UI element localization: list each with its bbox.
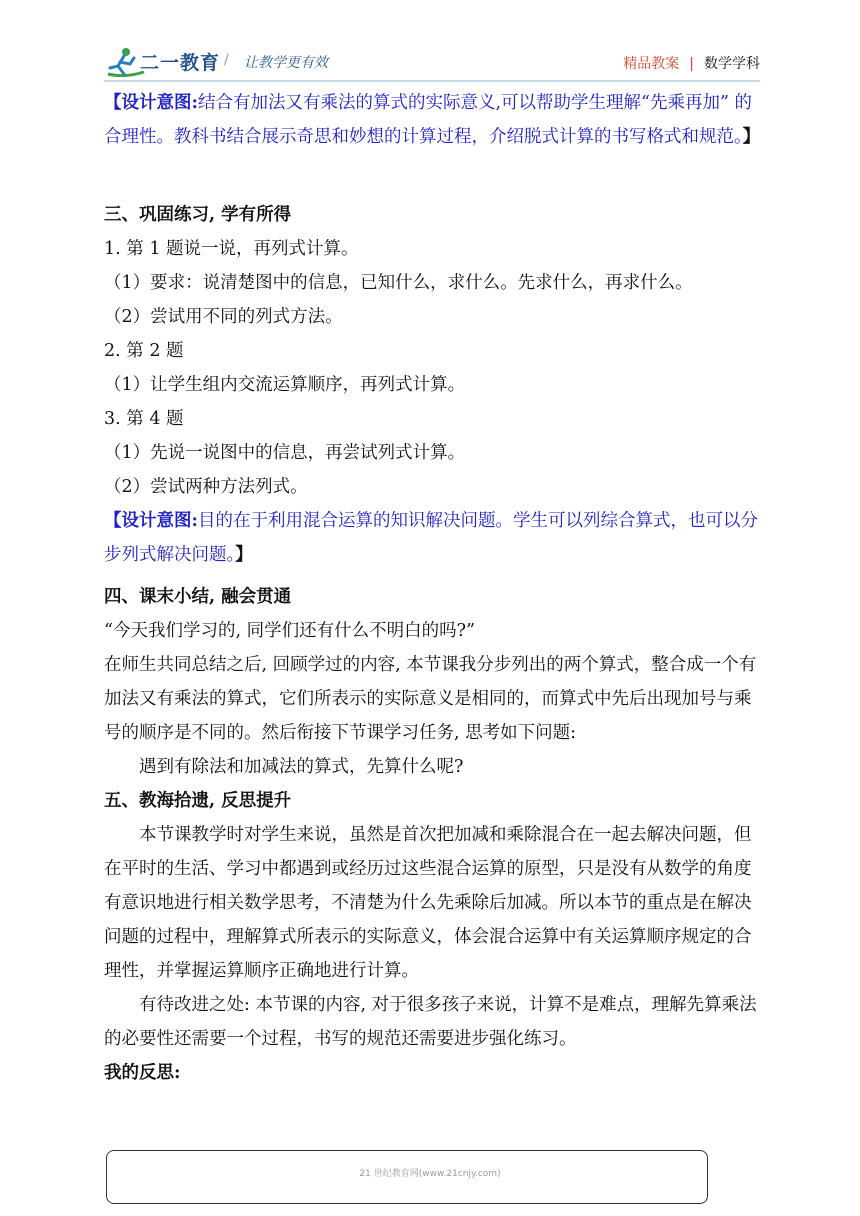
section-3-title: 三、巩固练习, 学有所得 <box>104 205 292 225</box>
design-intent-close: 】 <box>235 545 253 565</box>
design-intent-label: 【设计意图: <box>104 93 198 113</box>
design-intent-text: 结合有加法又有乘法的算式的实际意义,可以帮助学生理解“先乘再加” 的合理性。教科书结合展示奇思和妙想的计算过程，介绍脱式计算的书写格式和规范。 <box>104 93 752 147</box>
section-3-line: 3. 第 4 题 <box>104 409 184 429</box>
source-watermark: 21 世纪教育网(www.21cnjy.com) <box>359 1169 501 1179</box>
header-right <box>623 53 760 73</box>
section-4-title: 四、课末小结, 融会贯通 <box>104 587 292 607</box>
section-5-title: 五、教海拾遗, 反思提升 <box>104 791 292 811</box>
page-header <box>0 0 860 84</box>
design-intent-1 <box>104 86 764 154</box>
design-intent-2 <box>104 504 764 572</box>
section-3-line: （2）尝试两种方法列式。 <box>104 477 308 497</box>
design-intent-text: 目的在于利用混合运算的知识解决问题。学生可以列综合算式，也可以分步列式解决问题。 <box>104 511 758 565</box>
design-intent-label: 【设计意图: <box>104 511 198 531</box>
brand-slogan: 让教学更有效 <box>244 55 328 71</box>
section-3-line: （2）尝试用不同的列式方法。 <box>104 307 343 327</box>
header-separator: | <box>689 56 694 72</box>
section-3-line: （1）先说一说图中的信息，再尝试列式计算。 <box>104 443 466 463</box>
design-intent-close: 】 <box>742 127 761 147</box>
section-3-line: （1）让学生组内交流运算顺序，再列式计算。 <box>104 375 466 395</box>
section-3-line: 2. 第 2 题 <box>104 341 184 361</box>
category-label: 精品教案 <box>623 56 680 72</box>
section-3-line: 1. 第 1 题说一说，再列式计算。 <box>104 239 359 259</box>
slogan-divider: / <box>224 52 229 68</box>
header-rule <box>104 80 760 82</box>
section-4-question: 遇到有除法和加减法的算式，先算什么呢? <box>139 757 464 777</box>
section-4-paragraph: 在师生共同总结之后, 回顾学过的内容, 本节课我分步列出的两个算式，整合成一个有加法又有乘法的算式，它们所表示的实际意义是相同的，而算式中先后出现加号与乘号的顺序是不同的。然后衔接下节课学习任务, 思考如下问题: <box>104 655 757 743</box>
section-5-paragraph-2: 有待改进之处: 本节课的内容, 对于很多孩子来说，计算不是难点，理解先算乘法的必要性还需要一个过程，书写的规范还需要进步强化练习。 <box>104 995 757 1049</box>
section-5-paragraph-1: 本节课教学时对学生来说，虽然是首次把加减和乘除混合在一起去解决问题，但在平时的生活、学习中都遇到或经历过这些混合运算的原型，只是没有从数学的角度有意识地进行相关数学思考，不清楚为什么先乘除后加减。所以本节的重点是在解决问题的过程中，理解算式所表示的实际意义，体会混合运算中有关运算顺序规定的合理性，并掌握运算顺序正确地进行计算。 <box>104 825 752 981</box>
subject-label: 数学学科 <box>704 56 760 72</box>
section-4-quote: “今天我们学习的, 同学们还有什么不明白的吗?” <box>104 621 475 641</box>
section-3-line: （1）要求：说清楚图中的信息，已知什么，求什么。先求什么，再求什么。 <box>104 273 693 293</box>
reflection-title: 我的反思: <box>104 1063 181 1083</box>
document-body <box>104 86 764 1090</box>
brand-name: 二一教育 <box>140 52 221 74</box>
